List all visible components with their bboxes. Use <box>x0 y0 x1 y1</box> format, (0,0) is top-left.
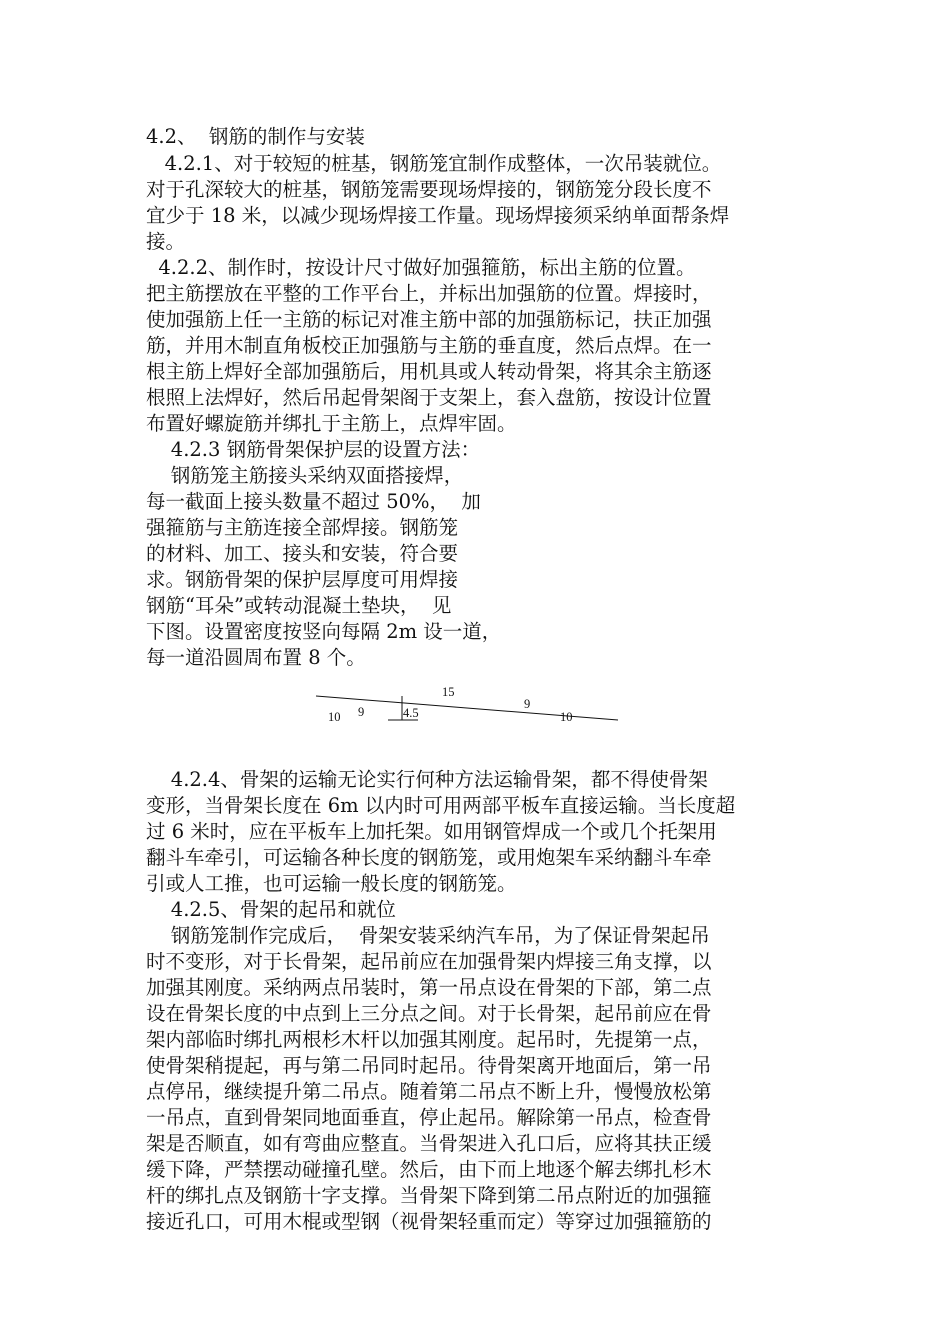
paragraph-line: 筋，并用木制直角板校正加强筋与主筋的垂直度，然后点焊。在一 <box>146 334 712 357</box>
paragraph-line: 强箍筋与主筋连接全部焊接。钢筋笼 <box>146 516 459 539</box>
dimension-label: 9 <box>358 705 365 719</box>
paragraph-line: 接。 <box>146 230 186 253</box>
paragraph-line: 钢筋笼制作完成后， 骨架安装采纳汽车吊，为了保证骨架起吊 <box>146 924 710 947</box>
dimension-label: 10 <box>328 710 341 724</box>
paragraph-line: 每一截面上接头数量不超过 50%， 加 <box>146 490 481 513</box>
paragraph-line: 时不变形，对于长骨架，起吊前应在加强骨架内焊接三角支撑，以 <box>146 950 712 973</box>
paragraph-line: 4.2.2、制作时，按设计尺寸做好加强箍筋，标出主筋的位置。 <box>146 256 696 279</box>
subsection-heading: 4.2.3 钢筋骨架保护层的设置方法： <box>146 438 481 461</box>
paragraph-line: 设在骨架长度的中点到上三分点之间。对于长骨架，起吊前应在骨 <box>146 1002 712 1025</box>
paragraph-line: 4.2.1、对于较短的桩基，钢筋笼宜制作成整体，一次吊装就位。 <box>146 152 722 175</box>
paragraph-line: 缓下降，严禁摆动碰撞孔壁。然后，由下而上地逐个解去绑扎杉木 <box>146 1158 712 1181</box>
paragraph-line: 接近孔口，可用木棍或型钢（视骨架轻重而定）等穿过加强箍筋的 <box>146 1210 712 1233</box>
paragraph-line: 把主筋摆放在平整的工作平台上，并标出加强筋的位置。焊接时， <box>146 282 712 305</box>
dimension-label: 10 <box>560 710 573 724</box>
paragraph-line: 钢筋笼主筋接头采纳双面搭接焊， <box>146 464 464 487</box>
paragraph-line: 杆的绑扎点及钢筋十字支撑。当骨架下降到第二吊点附近的加强箍 <box>146 1184 712 1207</box>
subsection-heading: 4.2.5、骨架的起吊和就位 <box>146 898 396 921</box>
paragraph-line: 4.2.4、骨架的运输无论实行何种方法运输骨架，都不得使骨架 <box>146 768 708 791</box>
paragraph-line: 布置好螺旋筋并绑扎于主筋上，点焊牢固。 <box>146 412 517 435</box>
paragraph-line: 引或人工推，也可运输一般长度的钢筋笼。 <box>146 872 517 895</box>
dimension-label: 9 <box>524 697 531 711</box>
paragraph-line: 的材料、加工、接头和安装，符合要 <box>146 542 459 565</box>
paragraph-line: 点停吊，继续提升第二吊点。随着第二吊点不断上升，慢慢放松第 <box>146 1080 712 1103</box>
paragraph-line: 对于孔深较大的桩基，钢筋笼需要现场焊接的，钢筋笼分段长度不 <box>146 178 712 201</box>
paragraph-line: 根主筋上焊好全部加强筋后，用机具或人转动骨架，将其余主筋逐 <box>146 360 712 383</box>
paragraph-line: 过 6 米时，应在平板车上加托架。如用钢管焊成一个或几个托架用 <box>146 820 717 843</box>
paragraph-line: 变形，当骨架长度在 6m 以内时可用两部平板车直接运输。当长度超 <box>146 794 736 817</box>
paragraph-line: 使骨架稍提起，再与第二吊同时起吊。待骨架离开地面后，第一吊 <box>146 1054 712 1077</box>
paragraph-line: 根照上法焊好，然后吊起骨架阁于支架上，套入盘筋，按设计位置 <box>146 386 712 409</box>
spacer-diagram <box>300 676 640 736</box>
paragraph-line: 使加强筋上任一主筋的标记对准主筋中部的加强筋标记，扶正加强 <box>146 308 712 331</box>
paragraph-line: 翻斗车牵引，可运输各种长度的钢筋笼，或用炮架车采纳翻斗车牵 <box>146 846 712 869</box>
paragraph-line: 加强其刚度。采纳两点吊装时，第一吊点设在骨架的下部，第二点 <box>146 976 712 999</box>
paragraph-line: 求。钢筋骨架的保护层厚度可用焊接 <box>146 568 459 591</box>
paragraph-line: 架是否顺直，如有弯曲应整直。当骨架进入孔口后，应将其扶正缓 <box>146 1132 712 1155</box>
paragraph-line: 一吊点，直到骨架同地面垂直，停止起吊。解除第一吊点，检查骨 <box>146 1106 712 1129</box>
paragraph-line: 宜少于 18 米，以减少现场焊接工作量。现场焊接须采纳单面帮条焊 <box>146 204 730 227</box>
dimension-label: 15 <box>442 685 455 699</box>
paragraph-line: 每一道沿圆周布置 8 个。 <box>146 646 366 669</box>
paragraph-line: 架内部临时绑扎两根杉木杆以加强其刚度。起吊时，先提第一点， <box>146 1028 712 1051</box>
paragraph-line: 钢筋“耳朵”或转动混凝土垫块， 见 <box>146 594 452 617</box>
dimension-label: 4.5 <box>403 706 419 720</box>
paragraph-line: 下图。设置密度按竖向每隔 2m 设一道， <box>146 620 502 643</box>
section-heading: 4.2、 钢筋的制作与安装 <box>146 125 365 148</box>
